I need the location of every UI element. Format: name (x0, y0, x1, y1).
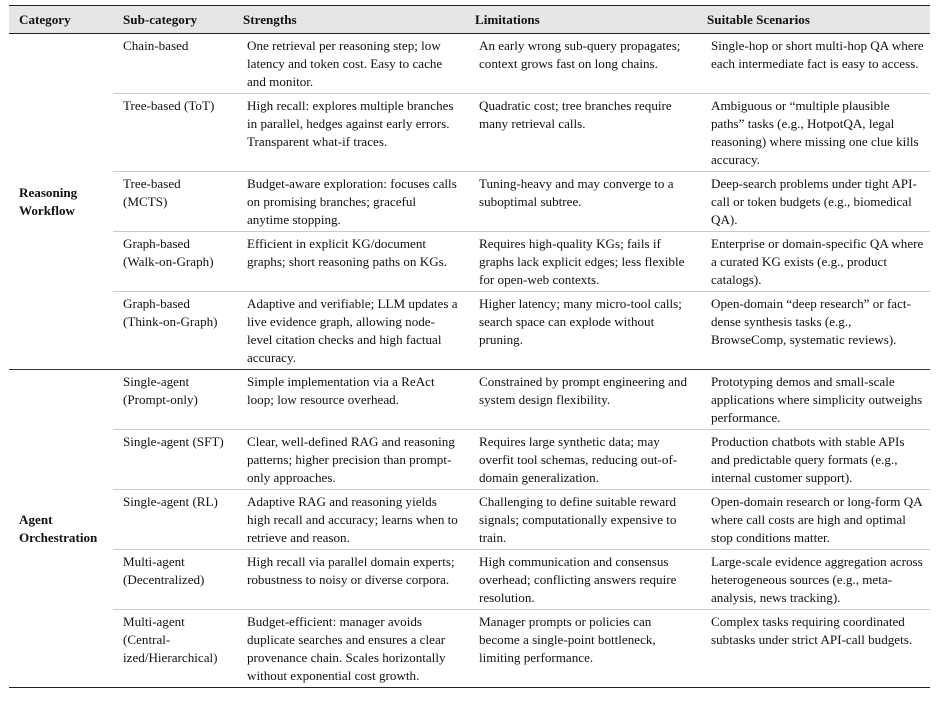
table-row (9, 610, 930, 688)
strengths-text: Clear, well-defined RAG and reasoning patterns; higher precision than prompt-only approaches. (247, 434, 455, 485)
limitations-text: High communication and consensus overhead; conflicting answers require resolution. (479, 554, 677, 605)
limitations-cell (465, 34, 697, 94)
limitations-cell (465, 370, 697, 430)
strengths-cell (233, 370, 465, 430)
limitations-text: Tuning-heavy and may converge to a suboptimal subtree. (479, 176, 674, 209)
strengths-text: Simple implementation via a ReAct loop; low resource overhead. (247, 374, 435, 407)
limitations-text: Constrained by prompt engineering and system design flexibility. (479, 374, 687, 407)
scenarios-cell (697, 550, 930, 610)
limitations-text: Requires large synthetic data; may overfit tool schemas, reducing out-of-domain generalization. (479, 434, 678, 485)
strengths-text: Adaptive RAG and reasoning yields high recall and accuracy; learns when to retrieve and reason. (247, 494, 458, 545)
limitations-text: An early wrong sub-query propagates; context grows fast on long chains. (479, 38, 681, 71)
scenarios-cell (697, 370, 930, 430)
strengths-cell (233, 232, 465, 292)
strengths-cell (233, 292, 465, 370)
scenarios-text: Prototyping demos and small-scale applications where simplicity outweighs performance. (711, 374, 923, 425)
scenarios-text: Complex tasks requiring coordinated subtasks under strict API-call budgets. (711, 614, 913, 647)
limitations-cell (465, 490, 697, 550)
header-strengths: Strengths (243, 12, 297, 27)
limitations-cell (465, 94, 697, 172)
header-limitations: Limitations (475, 12, 540, 27)
table-row (9, 94, 930, 172)
limitations-cell (465, 550, 697, 610)
header-row (9, 6, 930, 34)
strengths-cell (233, 610, 465, 688)
scenarios-text: Open-domain “deep research” or fact-dense synthesis tasks (e.g., BrowseComp, systematic reviews). (711, 296, 911, 347)
subcategory-cell: Tree-based (MCTS) (113, 172, 233, 232)
subcategory-cell: Graph-based (Think-on-Graph) (123, 296, 218, 329)
scenarios-text: Production chatbots with stable APIs and predictable query formats (e.g., internal customer support). (711, 434, 905, 485)
scenarios-cell (697, 610, 930, 688)
scenarios-cell (697, 292, 930, 370)
header-scenarios: Suitable Scenarios (707, 12, 810, 27)
strengths-text: Efficient in explicit KG/document graphs; short reasoning paths on KGs. (247, 236, 448, 269)
table-row (9, 34, 930, 94)
scenarios-text: Open-domain research or long-form QA where call costs are high and optimal stop conditions matter. (711, 494, 922, 545)
strengths-text: Budget-aware exploration: focuses calls on promising branches; graceful anytime stopping. (247, 176, 457, 227)
header-category: Category (19, 12, 71, 27)
group-agent-orchestration (9, 370, 930, 688)
strengths-cell (233, 34, 465, 94)
scenarios-cell (697, 34, 930, 94)
scenarios-text: Deep-search problems under tight API-call or token budgets (e.g., biomedical QA). (711, 176, 917, 227)
limitations-text: Manager prompts or policies can become a single-point bottleneck, limiting performance. (479, 614, 656, 665)
strengths-cell (233, 172, 465, 232)
category-cell: Agent Orchestration (19, 512, 98, 545)
limitations-text: Quadratic cost; tree branches require many retrieval calls. (479, 98, 672, 131)
limitations-cell (465, 172, 697, 232)
table-row (9, 490, 930, 550)
subcategory-cell: Multi-agent (Decentralized) (113, 550, 233, 610)
table-row (9, 550, 930, 610)
scenarios-text: Single-hop or short multi-hop QA where each intermediate fact is easy to access. (711, 38, 924, 71)
strengths-cell (233, 550, 465, 610)
scenarios-text: Enterprise or domain-specific QA where a curated KG exists (e.g., product catalogs). (711, 236, 924, 287)
table-row (9, 370, 930, 430)
scenarios-cell (697, 232, 930, 292)
limitations-cell (465, 610, 697, 688)
subcategory-cell: Tree-based (ToT) (113, 94, 233, 172)
scenarios-cell (697, 172, 930, 232)
subcategory-cell: Single-agent (RL) (113, 490, 233, 550)
limitations-text: Challenging to define suitable reward signals; computationally expensive to train. (479, 494, 677, 545)
limitations-text: Requires high-quality KGs; fails if graphs lack explicit edges; less flexible for open-web contexts. (479, 236, 685, 287)
subcategory-cell: Single-agent (Prompt-only) (113, 370, 233, 430)
table-header (9, 6, 930, 34)
limitations-text: Higher latency; many micro-tool calls; search space can explode without pruning. (479, 296, 682, 347)
subcategory-cell: Chain-based (113, 34, 233, 94)
comparison-table (9, 5, 930, 688)
table-row (9, 292, 930, 370)
strengths-cell (233, 430, 465, 490)
scenarios-text: Large-scale evidence aggregation across heterogeneous sources (e.g., meta-analysis, news tracking). (711, 554, 923, 605)
strengths-text: High recall via parallel domain experts; robustness to noisy or diverse corpora. (247, 554, 455, 587)
limitations-cell (465, 430, 697, 490)
scenarios-cell (697, 490, 930, 550)
limitations-cell (465, 292, 697, 370)
table-row (9, 172, 930, 232)
scenarios-text: Ambiguous or “multiple plausible paths” tasks (e.g., HotpotQA, legal reasoning) where missing one clue kills accuracy. (711, 98, 919, 167)
strengths-text: Adaptive and verifiable; LLM updates a live evidence graph, allowing node-level citation checks and high factual accuracy. (247, 296, 458, 365)
strengths-text: One retrieval per reasoning step; low latency and token cost. Easy to cache and monitor. (247, 38, 443, 89)
subcategory-cell: Multi-agent (Central-ized/Hierarchical) (123, 614, 218, 665)
strengths-text: Budget-efficient: manager avoids duplicate searches and ensures a clear provenance chain. Scales horizontally without exponential cost growth. (247, 614, 446, 683)
strengths-cell (233, 94, 465, 172)
strengths-text: High recall: explores multiple branches in parallel, hedges against early errors. Transparent what-if traces. (247, 98, 454, 149)
scenarios-cell (697, 430, 930, 490)
table-row (9, 232, 930, 292)
strengths-cell (233, 490, 465, 550)
scenarios-cell (697, 94, 930, 172)
category-cell: Reasoning Workflow (19, 185, 78, 218)
limitations-cell (465, 232, 697, 292)
group-reasoning-workflow (9, 34, 930, 370)
table-row (9, 430, 930, 490)
subcategory-cell: Single-agent (SFT) (113, 430, 233, 490)
subcategory-cell: Graph-based (Walk-on-Graph) (113, 232, 233, 292)
header-subcategory: Sub-category (123, 12, 198, 27)
